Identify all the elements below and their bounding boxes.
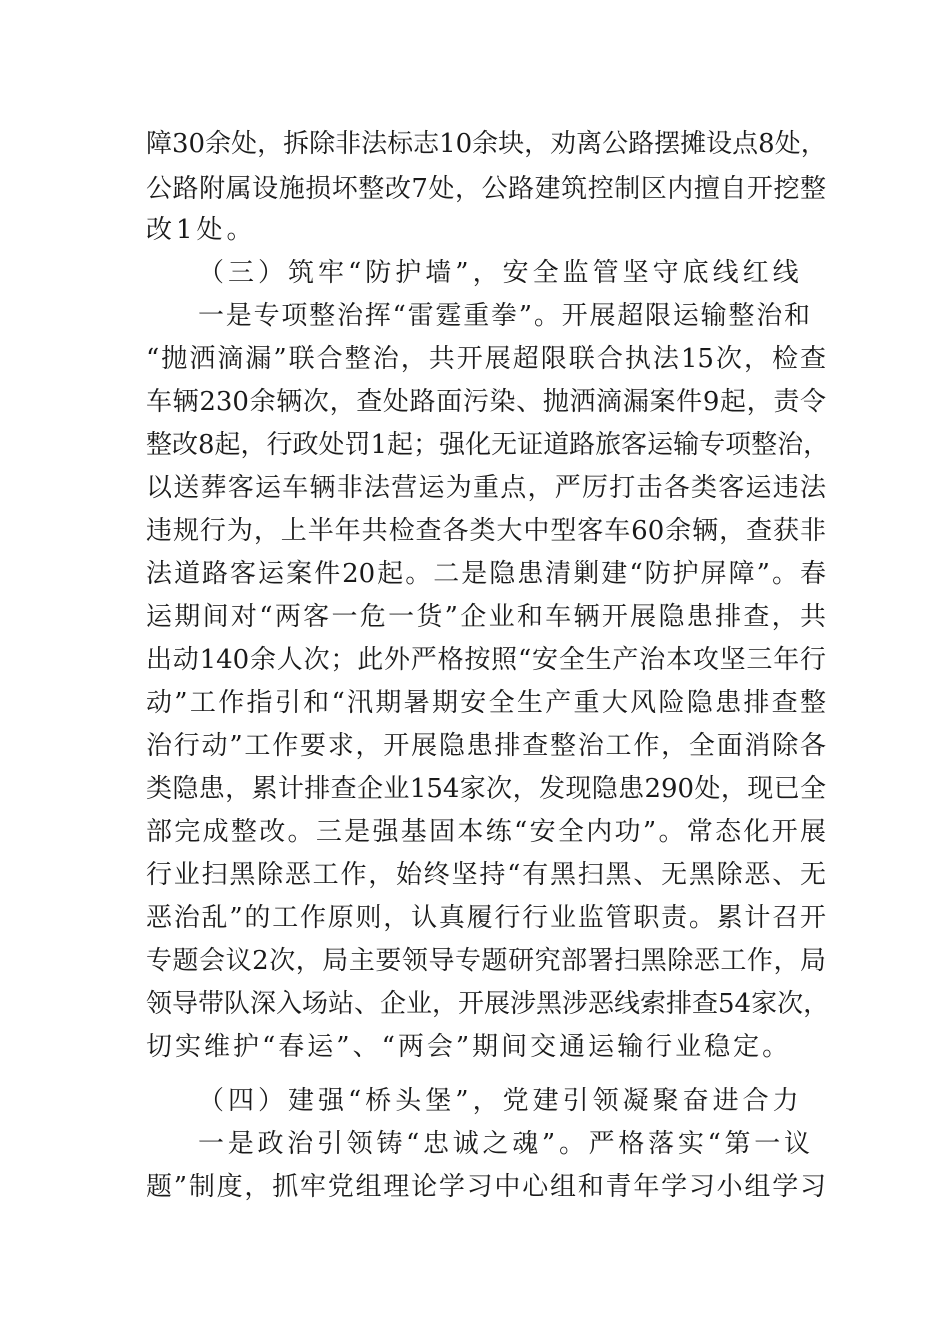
section-heading-4: （四）建强“桥头堡”，党建引领凝聚奋进合力 <box>198 1086 803 1116</box>
body-text-line: 出动140余人次；此外严格按照“安全生产治本攻坚三年行 <box>146 645 826 675</box>
body-text-line: 障30余处，拆除非法标志10余块，劝离公路摆摊设点8处， <box>146 129 827 159</box>
body-text-line: 以送葬客运车辆非法营运为重点，严厉打击各类客运违法 <box>146 473 826 503</box>
body-text-line: 恶治乱”的工作原则，认真履行行业监管职责。累计召开 <box>146 903 826 933</box>
body-text-line: 整改8起，行政处罚1起；强化无证道路旅客运输专项整治， <box>146 430 830 460</box>
body-text-line: 切实维护“春运”、“两会”期间交通运输行业稳定。 <box>146 1032 792 1062</box>
body-text-line: “抛洒滴漏”联合整治，共开展超限联合执法15次，检查 <box>146 344 826 374</box>
section-heading-3: （三）筑牢“防护墙”，安全监管坚守底线红线 <box>198 258 803 288</box>
body-text-line: 公路附属设施损坏整改7处，公路建筑控制区内擅自开挖整 <box>146 174 826 204</box>
body-text-line: 一是政治引领铸“忠诚之魂”。严格落实“第一议 <box>198 1129 810 1159</box>
body-text-line: 违规行为，上半年共检查各类大中型客车60余辆，查获非 <box>146 516 826 546</box>
body-text-line: 部完成整改。三是强基固本练“安全内功”。常态化开展 <box>146 817 826 847</box>
body-text-line: 法道路客运案件20起。二是隐患清剿建“防护屏障”。春 <box>146 559 826 589</box>
body-text-line: 领导带队深入场站、企业，开展涉黑涉恶线索排查54家次， <box>146 989 830 1019</box>
body-text-line: 专题会议2次，局主要领导专题研究部署扫黑除恶工作，局 <box>146 946 826 976</box>
body-text-line: 一是专项整治挥“雷霆重拳”。开展超限运输整治和 <box>198 301 810 331</box>
body-text-line: 车辆230余辆次，查处路面污染、抛洒滴漏案件9起，责令 <box>146 387 826 417</box>
body-text-line: 行业扫黑除恶工作，始终坚持“有黑扫黑、无黑除恶、无 <box>146 860 826 890</box>
body-text-line: 类隐患，累计排查企业154家次，发现隐患290处，现已全 <box>146 774 826 804</box>
body-text-line: 改1处。 <box>146 215 257 245</box>
body-text-line: 运期间对“两客一危一货”企业和车辆开展隐患排查，共 <box>146 602 826 632</box>
body-text-line: 题”制度，抓牢党组理论学习中心组和青年学习小组学习 <box>146 1172 826 1202</box>
body-text-line: 治行动”工作要求，开展隐患排查整治工作，全面消除各 <box>146 731 826 761</box>
body-text-line: 动”工作指引和“汛期暑期安全生产重大风险隐患排查整 <box>146 688 826 718</box>
